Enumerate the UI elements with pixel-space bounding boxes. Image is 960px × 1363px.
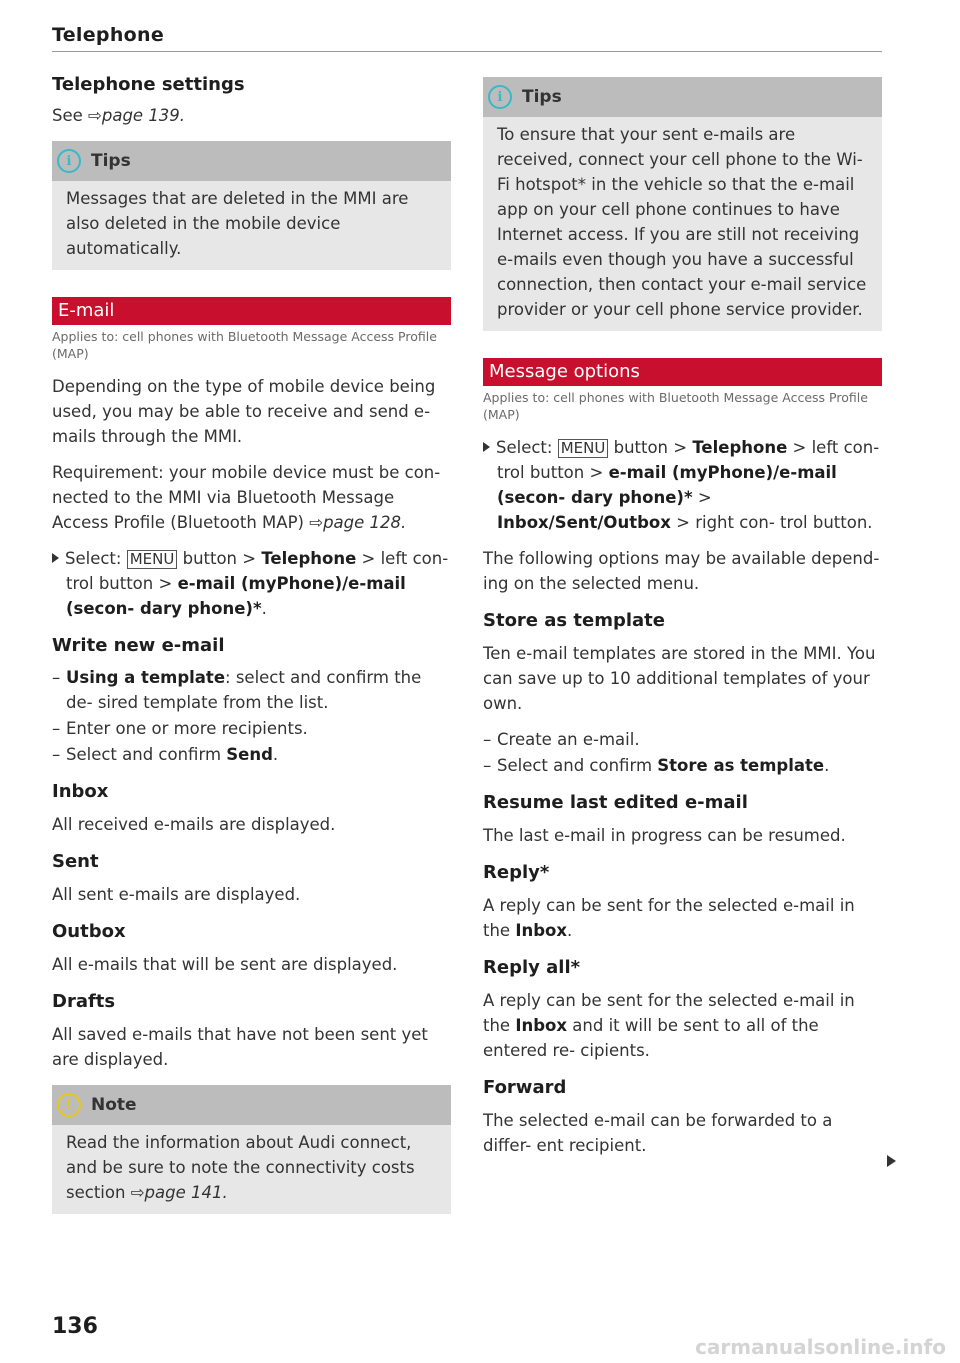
step-arrow-icon [483, 442, 490, 452]
reply-all-inbox: Inbox [515, 1016, 568, 1035]
note-body-text: Read the information about Audi connect, and be sure to note the connectivity costs section [66, 1133, 415, 1202]
reply-inbox: Inbox [515, 921, 568, 940]
store-template-heading: Store as template [483, 610, 665, 631]
tips-box-header [52, 141, 451, 181]
inbox-text: All received e-mails are displayed. [52, 815, 336, 834]
note-box-body [52, 1125, 451, 1214]
email-applies-note: Applies to: cell phones with Bluetooth Message Access Profile (MAP) [52, 329, 437, 361]
select-end-text: > right con- trol button. [676, 513, 873, 532]
right-column [483, 77, 882, 1158]
page-reference-link[interactable]: page 139. [101, 106, 186, 125]
menu-key: MENU [127, 550, 178, 569]
page-number: 136 [52, 1314, 98, 1339]
tips-box-title: Tips [91, 151, 131, 171]
list-item: – Select and confirm Send. [52, 745, 279, 764]
reply-all-text: A reply can be sent for the selected e-mail in the [483, 991, 855, 1035]
forward-text: The selected e-mail can be forwarded to a differ- ent recipient. [483, 1111, 833, 1155]
drafts-heading: Drafts [52, 991, 116, 1012]
reply-all-rest: and it will be sent to all of the entered re- cipients. [483, 1016, 819, 1060]
info-icon: i [488, 85, 512, 109]
tips-box-text: Messages that are deleted in the MMI are also deleted in the mobile device automatically. [66, 189, 409, 258]
inbox-heading: Inbox [52, 781, 109, 802]
list-item: – Create an e-mail. [483, 727, 882, 752]
resume-heading: Resume last edited e-mail [483, 792, 748, 813]
requirement-paragraph [52, 460, 451, 535]
list-item-bold: Store as template [657, 756, 825, 775]
tips-box-header [483, 77, 882, 117]
select-folders: Inbox/Sent/Outbox [497, 513, 671, 532]
select-prefix: Select: [65, 549, 122, 568]
options-applies-note: Applies to: cell phones with Bluetooth Message Access Profile (MAP) [483, 390, 868, 422]
tips-box [483, 77, 882, 331]
tips-box-body [483, 117, 882, 331]
write-email-heading: Write new e-mail [52, 635, 225, 656]
select-telephone: Telephone [261, 549, 357, 568]
list-item: – Using a template: select and confirm the de- sired template from the list. [52, 668, 422, 712]
settings-see-paragraph [52, 103, 451, 128]
select-instruction: Select: MENU button > Telephone > left con- trol button > e-mail (myPhone)/e-mail (secon- dary phone)*. [52, 546, 451, 621]
outbox-heading: Outbox [52, 921, 126, 942]
email-section-heading: E-mail [52, 297, 451, 325]
list-item-bold: Using a template [66, 668, 226, 687]
list-item: – Enter one or more recipients. [52, 716, 451, 741]
select-control-text: > left con- trol button > [497, 438, 880, 482]
list-item-text: : select and confirm the de- sired template from the list. [66, 668, 422, 712]
reply-all-heading: Reply all* [483, 957, 581, 978]
tips-box [52, 141, 451, 270]
reply-text: A reply can be sent for the selected e-mail in the [483, 896, 855, 940]
store-template-text: Ten e-mail templates are stored in the MMI. You can save up to 10 additional templates of your own. [483, 644, 876, 713]
list-item-text: Select and confirm [497, 756, 653, 775]
select-control-text: > left con- trol button > [66, 549, 449, 593]
reply-heading: Reply* [483, 862, 550, 883]
note-box-text [66, 1130, 437, 1205]
page-header-title: Telephone [52, 24, 165, 46]
requirement-text: Requirement: your mobile device must be con- nected to the MMI via Bluetooth Message Access Profile (Bluetooth MAP) [52, 463, 441, 532]
message-options-heading: Message options [483, 358, 882, 386]
settings-see-label: See [52, 106, 83, 125]
select-instruction [483, 435, 882, 535]
options-intro: The following options may be available depend- ing on the selected menu. [483, 549, 880, 593]
select-prefix: Select: [496, 438, 553, 457]
note-box-header [52, 1085, 451, 1125]
sent-heading: Sent [52, 851, 99, 872]
list-item-text: Enter one or more recipients. [66, 719, 308, 738]
menu-key: MENU [558, 439, 609, 458]
arrow-ref-icon: ⇨ [130, 1183, 145, 1202]
telephone-settings-heading: Telephone settings [52, 74, 245, 95]
arrow-ref-icon: ⇨ [309, 513, 324, 532]
tips-box-title: Tips [522, 87, 562, 107]
page-reference-link[interactable]: page 141. [144, 1183, 228, 1202]
select-button-text: button > [182, 549, 257, 568]
sent-text: All sent e-mails are displayed. [52, 885, 301, 904]
arrow-ref-icon: ⇨ [88, 106, 102, 125]
note-box [52, 1085, 451, 1214]
note-box-title: Note [91, 1095, 137, 1115]
page-reference-link[interactable]: page 128. [323, 513, 407, 532]
info-icon: i [57, 149, 81, 173]
select-button-text: button > [613, 438, 688, 457]
list-item: – Select and confirm Store as template. [483, 756, 830, 775]
resume-text: The last e-mail in progress can be resumed. [483, 826, 846, 845]
select-email-menu: e-mail (myPhone)/e-mail (secon- dary phone)* [66, 574, 406, 618]
header-divider [52, 51, 882, 52]
forward-heading: Forward [483, 1077, 567, 1098]
drafts-text: All saved e-mails that have not been sent yet are displayed. [52, 1025, 428, 1069]
tips-box-text: To ensure that your sent e-mails are received, connect your cell phone to the Wi-Fi hotspot* in the vehicle so that the e-mail app on your cell phone continues to have Internet access. If you are still not receiving e-mails even though you have a successful connection, then contact your e-mail service provider or your cell phone service provider. [497, 125, 867, 319]
continue-arrow-icon [887, 1155, 896, 1167]
left-column [52, 74, 451, 1214]
store-template-list [483, 727, 882, 778]
select-separator: > [697, 488, 712, 507]
select-telephone: Telephone [692, 438, 788, 457]
list-item-text: Create an e-mail. [497, 730, 640, 749]
reply-all-paragraph [483, 988, 882, 1063]
watermark-text: carmanualsonline.info [695, 1335, 946, 1359]
email-intro-paragraph: Depending on the type of mobile device being used, you may be able to receive and send e-mails through the MMI. [52, 377, 436, 446]
note-icon: ! [57, 1093, 81, 1117]
list-item-text: Select and confirm [66, 745, 222, 764]
write-email-list [52, 665, 451, 767]
select-email-menu: e-mail (myPhone)/e-mail (secon- dary phone)* [497, 463, 837, 507]
tips-box-body [52, 181, 451, 270]
outbox-text: All e-mails that will be sent are displayed. [52, 955, 398, 974]
step-arrow-icon [52, 553, 59, 563]
reply-paragraph: A reply can be sent for the selected e-mail in the Inbox. [483, 896, 855, 940]
list-item-bold: Send [226, 745, 273, 764]
